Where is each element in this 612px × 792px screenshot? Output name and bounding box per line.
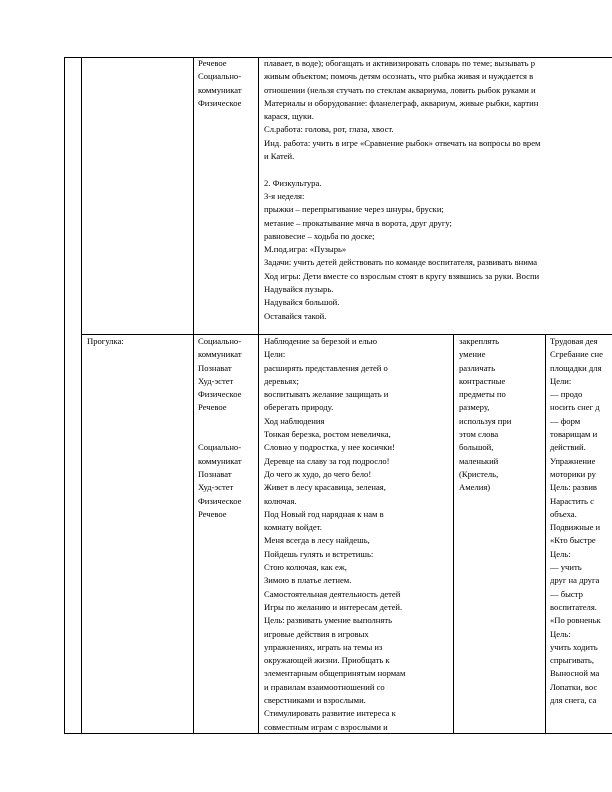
content-line: Материалы и оборудование: фланелеграф, аквариум, живые рыбки, картин xyxy=(264,97,539,108)
content-line: Цели: xyxy=(264,349,286,360)
content-line: окружающей жизни. Приобщать к xyxy=(264,655,390,666)
labor-line: Сгребание сне xyxy=(550,349,603,360)
labor-line: друг на друга xyxy=(550,575,600,586)
content-line: плавает, в воде); обогащать и активизировать словарь по теме; вызывать р xyxy=(264,58,536,68)
content-cell-top xyxy=(264,57,612,323)
labor-line: «По ровненьк xyxy=(550,615,601,626)
content-line: Деревце на славу за год подросло! xyxy=(264,455,390,466)
labor-line: Нарастить с xyxy=(550,495,594,506)
content-line: Игры по желанию и интересам детей. xyxy=(264,601,403,612)
content-line: Инд. работа: учить в игре «Сравнение рыбок» отвечать на вопросы во врем xyxy=(264,137,541,148)
content-cell-walk xyxy=(264,335,452,734)
content-line: метание – прокатывание мяча в ворота, друг другу; xyxy=(264,217,452,228)
individual-line: этом слова xyxy=(459,429,499,440)
labor-line: площадки для xyxy=(550,362,602,373)
area-line: Худ-эстет xyxy=(198,375,234,386)
labor-line: Цель: xyxy=(550,548,571,559)
content-line: деревьях; xyxy=(264,375,299,386)
column-divider-5 xyxy=(545,334,546,734)
individual-line: маленький xyxy=(459,455,499,466)
labor-cell-walk xyxy=(550,335,612,707)
area-line: Познават xyxy=(198,362,232,373)
labor-line: объеха. xyxy=(550,508,577,519)
labor-line: Цель: xyxy=(550,628,571,639)
labor-line: для снега, са xyxy=(550,695,597,706)
content-line: До чего ж худо, до чего бело! xyxy=(264,468,372,479)
content-line: Меня всегда в лесу найдешь, xyxy=(264,535,370,546)
area-line: Познават xyxy=(198,468,232,479)
individual-line: закреплять xyxy=(459,336,500,346)
content-line: Словно у подростка, у нее косички! xyxy=(264,442,395,453)
content-line: воспитывать желание защищать и xyxy=(264,389,389,400)
individual-line: Амелия) xyxy=(459,482,491,493)
labor-line: действий. xyxy=(550,442,586,453)
content-line: Ход наблюдения xyxy=(264,415,325,426)
content-line: карася, щуки. xyxy=(264,111,314,122)
area-line: Речевое xyxy=(198,402,227,413)
individual-cell-walk xyxy=(459,335,544,495)
content-line: отношении (нельзя стучать по стеклам аквариума, ловить рыбок руками и xyxy=(264,84,536,95)
labor-line: «Кто быстре xyxy=(550,535,596,546)
content-line: расширять представления детей о xyxy=(264,362,388,373)
labor-line: учить ходить xyxy=(550,641,598,652)
area-line: коммуникат xyxy=(198,84,242,95)
labor-line: Цели: xyxy=(550,375,572,386)
regime-label: Прогулка: xyxy=(87,336,124,346)
labor-line: Цель: развив xyxy=(550,482,597,493)
column-divider-2 xyxy=(193,57,194,734)
content-line: Самостоятельная деятельность детей xyxy=(264,588,401,599)
individual-line: различать xyxy=(459,362,495,373)
area-line: Физическое xyxy=(198,97,242,108)
content-line: Под Новый год нарядная к нам в xyxy=(264,508,384,519)
content-line: 2. Физкультура. xyxy=(264,177,322,188)
area-line: коммуникат xyxy=(198,455,242,466)
labor-line: Упражнение xyxy=(550,455,596,466)
area-line: Социально- xyxy=(198,442,242,453)
content-line: Сл.работа: голова, рот, глаза, хвост. xyxy=(264,124,394,135)
labor-line: — форм xyxy=(550,415,581,426)
content-line: упражнениях, играть на темы из xyxy=(264,641,383,652)
area-line: Социально- xyxy=(198,336,242,346)
labor-line: Трудовая дея xyxy=(550,336,598,346)
content-line: и правилам взаимоотношений со xyxy=(264,681,385,692)
content-line: Наблюдение за березой и елью xyxy=(264,336,378,346)
labor-line: носить снег д xyxy=(550,402,600,413)
individual-line: (Кристель, xyxy=(459,468,499,479)
content-line: сверстниками и взрослыми. xyxy=(264,695,366,706)
content-line: совместным играм с взрослыми и xyxy=(264,721,388,732)
individual-line: используя при xyxy=(459,415,512,426)
area-line xyxy=(198,428,256,441)
area-line xyxy=(198,415,256,428)
labor-line: — продо xyxy=(550,389,583,400)
labor-line: воспитателя. xyxy=(550,601,597,612)
content-line: Пойдешь гулять и встретишь: xyxy=(264,548,374,559)
individual-line: размеру, xyxy=(459,402,490,413)
labor-line: Лопатки, вос xyxy=(550,681,598,692)
content-line: Оставайся такой. xyxy=(264,310,327,321)
labor-line: товарищам и xyxy=(550,429,598,440)
area-line: Физическое xyxy=(198,495,242,506)
content-line: Зимою в платье летнем. xyxy=(264,575,352,586)
individual-line: предметы по xyxy=(459,389,506,400)
content-line: Стимулировать развитие интереса к xyxy=(264,708,396,719)
content-line: Цель: развивать умение выполнять xyxy=(264,615,393,626)
content-line: Ход игры: Дети вместе со взрослым стоят в кругу взявшись за руки. Воспи xyxy=(264,270,540,281)
content-line: Надувайся большой. xyxy=(264,297,340,308)
content-line: игровые действия в игровых xyxy=(264,628,369,639)
content-line: комнату войдет. xyxy=(264,522,322,533)
table-left-border xyxy=(64,57,65,734)
area-line: Речевое xyxy=(198,58,227,68)
content-line: 3-я неделя: xyxy=(264,190,305,201)
content-line: прыжки – перепрыгивание через шнуры, бруски; xyxy=(264,204,444,215)
area-line: коммуникат xyxy=(198,349,242,360)
content-line: Надувайся пузырь. xyxy=(264,284,334,295)
areas-cell-top xyxy=(198,57,256,110)
content-line: колючая. xyxy=(264,495,297,506)
area-line: Речевое xyxy=(198,508,227,519)
column-divider-4 xyxy=(453,334,454,734)
individual-line: большой, xyxy=(459,442,494,453)
content-line xyxy=(264,163,612,176)
labor-line: моторики ру xyxy=(550,468,596,479)
area-line: Физическое xyxy=(198,389,242,400)
individual-line: контрастные xyxy=(459,375,506,386)
labor-line: спрыгивать, xyxy=(550,655,594,666)
regime-cell-walk xyxy=(87,335,191,348)
content-line: и Катей. xyxy=(264,151,295,162)
area-line: Худ-эстет xyxy=(198,482,234,493)
content-line: Живет в лесу красавица, зеленая, xyxy=(264,482,386,493)
labor-line: — быстр xyxy=(550,588,583,599)
column-divider-1 xyxy=(81,57,82,734)
labor-line: Выносной ма xyxy=(550,668,600,679)
content-line: живым объектом; помочь детям осознать, что рыбка живая и нуждается в xyxy=(264,71,534,82)
content-line: Задачи: учить детей действовать по команде воспитателя, развивать внима xyxy=(264,257,538,268)
content-line: элементарным общепринятым нормам xyxy=(264,668,406,679)
column-divider-3 xyxy=(258,57,259,734)
content-line: равновесие – ходьба по доске; xyxy=(264,230,375,241)
labor-line: — учить xyxy=(550,562,582,573)
area-line: Социально- xyxy=(198,71,242,82)
content-line: Тонкая березка, ростом невеличка, xyxy=(264,429,391,440)
content-line: оберегать природу. xyxy=(264,402,334,413)
individual-line: умение xyxy=(459,349,486,360)
content-line: М.под.игра: «Пузырь» xyxy=(264,244,347,255)
labor-line: Подвижные и xyxy=(550,522,601,533)
content-line: Стою колючая, как еж, xyxy=(264,562,347,573)
areas-cell-walk xyxy=(198,335,256,521)
